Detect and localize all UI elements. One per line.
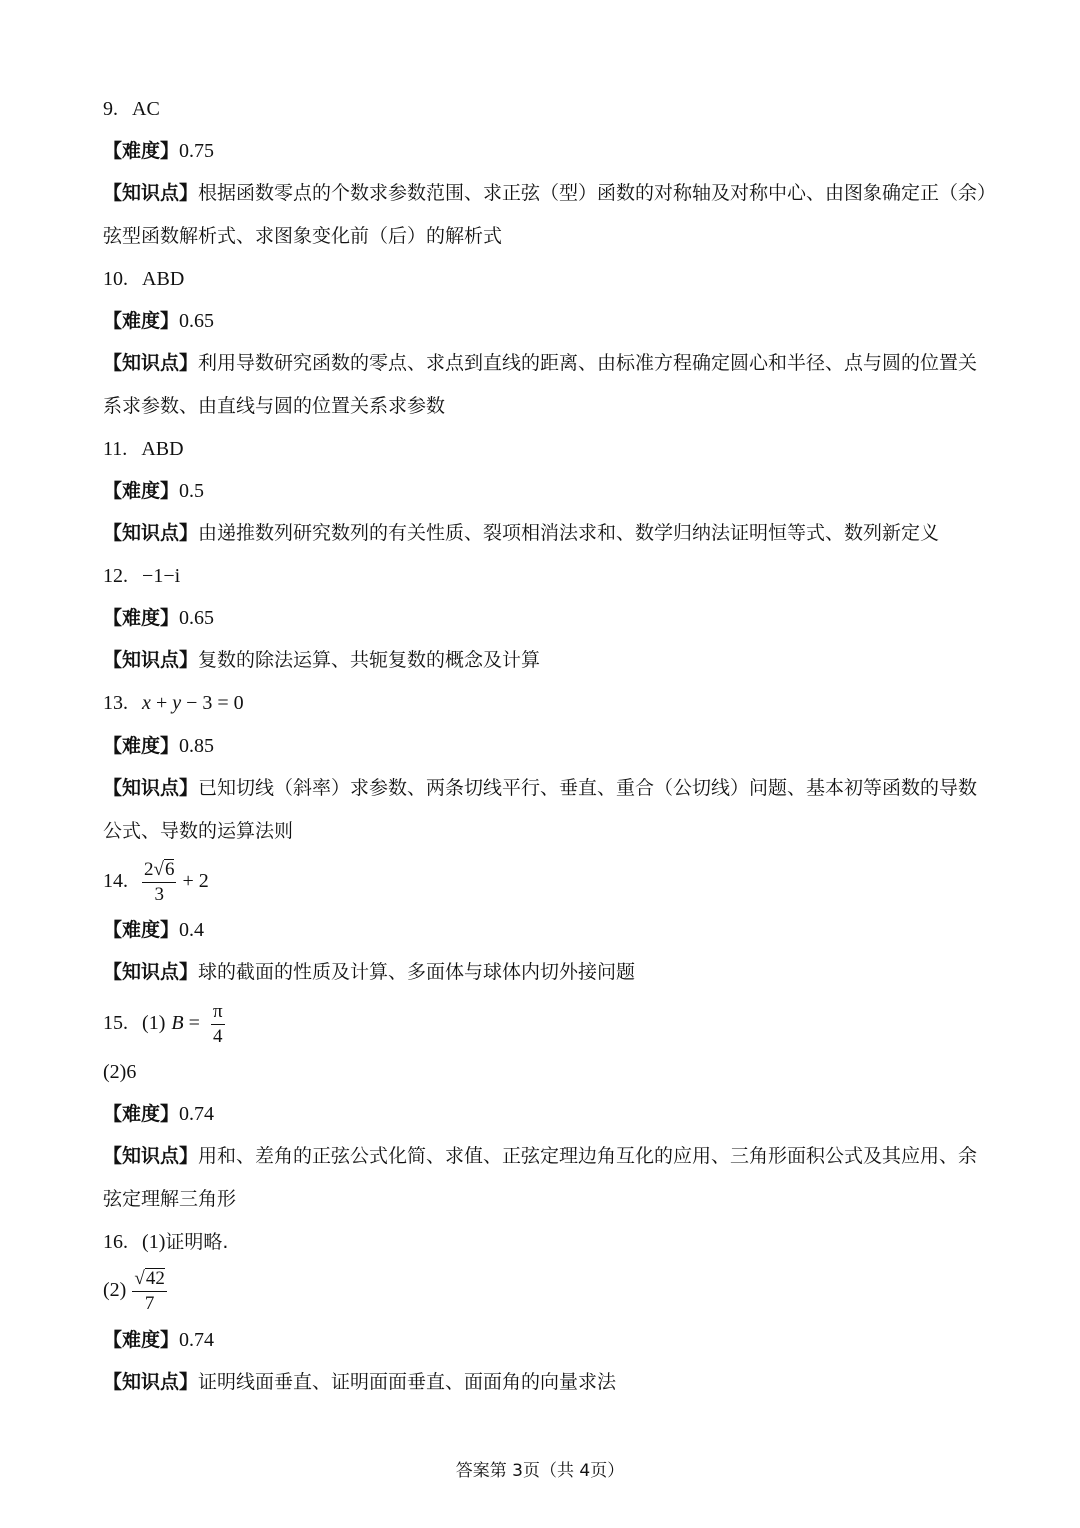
knowledge-label: 【知识点】: [103, 182, 199, 204]
q10-difficulty: 0.65: [179, 310, 215, 332]
q15-part2: (2)6: [103, 1061, 137, 1083]
q12-answer: −1−i: [142, 565, 181, 587]
q14-number: 14.: [103, 870, 128, 892]
q13-kp-text2: 公式、导数的运算法则: [103, 820, 294, 842]
q9-answer: AC: [132, 98, 160, 120]
q13-answer-line: [103, 691, 244, 715]
q13-kp-text1: 已知切线（斜率）求参数、两条切线平行、垂直、重合（公切线）问题、基本初等函数的导数: [198, 777, 978, 799]
q16-part1-text: 证明略.: [165, 1231, 229, 1253]
q14-kp-line1: [103, 960, 635, 984]
difficulty-label: 【难度】: [103, 919, 180, 941]
q12-kp-text1: 复数的除法运算、共轭复数的概念及计算: [198, 649, 541, 671]
q14-difficulty: 0.4: [179, 919, 205, 941]
q9-number: 9.: [103, 98, 118, 120]
q10-kp-text1: 利用导数研究函数的零点、求点到直线的距离、由标准方程确定圆心和半径、点与圆的位置关: [198, 352, 978, 374]
difficulty-label: 【难度】: [103, 735, 180, 757]
q9-difficulty-line: [103, 139, 214, 163]
difficulty-label: 【难度】: [103, 607, 180, 629]
q12-answer-line: [103, 564, 180, 588]
q11-difficulty: 0.5: [179, 480, 205, 502]
q16-part2-label: (2): [103, 1279, 127, 1301]
q15-number: 15.: [103, 1012, 128, 1034]
q10-answer-line: [103, 267, 184, 291]
q15-part1-label: (1): [142, 1012, 166, 1034]
q9-answer-line: [103, 97, 160, 121]
knowledge-label: 【知识点】: [103, 1145, 199, 1167]
page-footer: 答案第 3页（共 4页）: [455, 1461, 625, 1481]
knowledge-label: 【知识点】: [103, 352, 199, 374]
q15-kp-line2: [103, 1187, 236, 1211]
q9-kp-line2: [103, 224, 502, 248]
difficulty-label: 【难度】: [103, 310, 180, 332]
q9-difficulty: 0.75: [179, 140, 215, 162]
q15-var: B: [171, 1012, 184, 1034]
q11-answer-line: [103, 437, 184, 461]
knowledge-label: 【知识点】: [103, 649, 199, 671]
q16-difficulty: 0.74: [179, 1329, 215, 1351]
q11-answer: ABD: [141, 438, 184, 460]
difficulty-label: 【难度】: [103, 480, 180, 502]
knowledge-label: 【知识点】: [103, 1371, 199, 1393]
q14-answer-line: [103, 857, 209, 906]
q16-kp-line1: [103, 1370, 616, 1394]
q13-difficulty: 0.85: [179, 735, 215, 757]
q13-kp-line1: [103, 776, 977, 800]
q15-kp-text2: 弦定理解三角形: [103, 1188, 237, 1210]
difficulty-label: 【难度】: [103, 1329, 180, 1351]
knowledge-label: 【知识点】: [103, 961, 199, 983]
q13-difficulty-line: [103, 734, 214, 758]
q12-number: 12.: [103, 565, 128, 587]
q10-answer: ABD: [142, 268, 185, 290]
q12-difficulty-line: [103, 606, 214, 630]
q15-difficulty: 0.74: [179, 1103, 215, 1125]
q15-fraction: $\frac{\pi}{4}$: [212, 1000, 223, 1047]
q15-difficulty-line: [103, 1102, 214, 1126]
q11-difficulty-line: [103, 479, 204, 503]
q15-answer-line: 15. (1) B = $\frac{\pi}{4}$: [103, 1000, 223, 1047]
q12-difficulty: 0.65: [179, 607, 215, 629]
q16-difficulty-line: [103, 1328, 214, 1352]
q14-difficulty-line: [103, 918, 204, 942]
q13-answer: x + y − 3 = 0: [142, 692, 244, 714]
q16-number: 16.: [103, 1231, 128, 1253]
q15-kp-text1: 用和、差角的正弦公式化简、求值、正弦定理边角互化的应用、三角形面积公式及其应用、余: [198, 1145, 978, 1167]
q16-kp-text1: 证明线面垂直、证明面面垂直、面面角的向量求法: [198, 1371, 617, 1393]
q14-kp-text1: 球的截面的性质及计算、多面体与球体内切外接问题: [198, 961, 636, 983]
q15-kp-line1: [103, 1144, 977, 1168]
knowledge-label: 【知识点】: [103, 522, 199, 544]
q13-number: 13.: [103, 692, 128, 714]
q16-fraction: $\frac{√42}{7}$: [134, 1267, 165, 1314]
q16-part1-label: (1): [142, 1231, 166, 1253]
q14-fraction: $\frac{2√6}{3}$: [144, 858, 175, 905]
q13-kp-line2: [103, 819, 293, 843]
difficulty-label: 【难度】: [103, 140, 180, 162]
q11-kp-line1: [103, 521, 939, 545]
q14-tail: + 2: [182, 870, 209, 892]
q12-kp-line1: [103, 648, 540, 672]
difficulty-label: 【难度】: [103, 1103, 180, 1125]
q9-kp-line1: [103, 181, 996, 205]
q9-kp-text2: 弦型函数解析式、求图象变化前（后）的解析式: [103, 225, 503, 247]
q11-kp-text1: 由递推数列研究数列的有关性质、裂项相消法求和、数学归纳法证明恒等式、数列新定义: [198, 522, 940, 544]
q9-kp-text1: 根据函数零点的个数求参数范围、求正弦（型）函数的对称轴及对称中心、由图象确定正（余）: [198, 182, 997, 204]
q10-number: 10.: [103, 268, 128, 290]
q10-kp-line1: [103, 351, 977, 375]
q15-part2-line: [103, 1060, 136, 1084]
q16-part2-line: [103, 1266, 167, 1315]
q11-number: 11.: [103, 438, 128, 460]
q10-difficulty-line: [103, 309, 214, 333]
q16-answer-line: [103, 1230, 228, 1254]
q10-kp-line2: [103, 394, 445, 418]
knowledge-label: 【知识点】: [103, 777, 199, 799]
q10-kp-text2: 系求参数、由直线与圆的位置关系求参数: [103, 395, 446, 417]
